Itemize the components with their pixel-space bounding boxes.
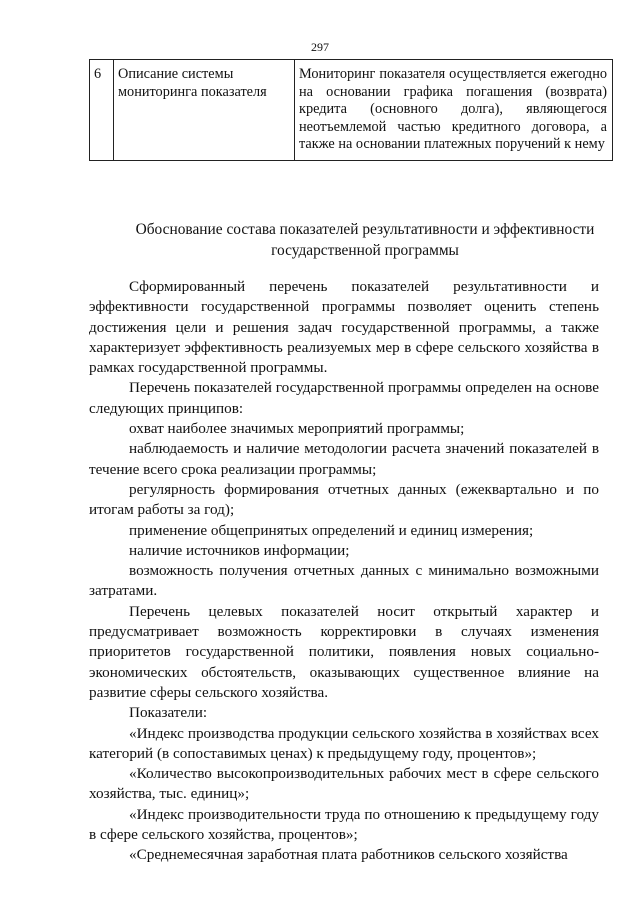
paragraph: регулярность формирования отчетных данных (ежеквартально и по итогам работы за год);	[89, 480, 599, 519]
paragraph: наличие источников информации;	[129, 541, 350, 559]
section-title: Обоснование состава показателей результативности и эффективности государственной программы	[135, 221, 595, 259]
row-description: Мониторинг показателя осуществляется ежегодно на основании графика погашения (возврата) кредита (основного долга), являющегося неотъемлемой частью кредитного договора, а также на основании платежных поручений к нему	[295, 60, 613, 161]
paragraph: Показатели:	[129, 704, 208, 722]
paragraph: Перечень целевых показателей носит открытый характер и предусматривает возможность корректировки в случаях изменения приоритетов государственной политики, появления новых социально-экономических обстоятельств, оказывающих существенное влияние на развитие сферы сельского хозяйства.	[89, 602, 599, 701]
body-text	[89, 277, 599, 866]
paragraph: «Количество высокопроизводительных рабочих мест в сфере сельского хозяйства, тыс. единиц»;	[89, 765, 599, 803]
paragraph: Перечень показателей государственной программы определен на основе следующих принципов:	[89, 379, 599, 417]
paragraph: наблюдаемость и наличие методологии расчета значений показателей в течение всего срока реализации программы;	[89, 440, 599, 478]
paragraph: «Среднемесячная заработная плата работников сельского хозяйства	[129, 846, 568, 864]
paragraph: «Индекс производительности труда по отношению к предыдущему году в сфере сельского хозяйства, процентов»;	[89, 805, 599, 844]
indicator-table	[89, 59, 613, 161]
paragraph: применение общепринятых определений и единиц измерения;	[129, 521, 534, 539]
row-number: 6	[90, 60, 114, 161]
page-number: 297	[311, 40, 329, 54]
paragraph: возможность получения отчетных данных с минимально возможными затратами.	[89, 562, 599, 600]
paragraph: Сформированный перечень показателей результативности и эффективности государственной программы позволяет оценить степень достижения цели и решения задач государственной программы, а также характеризует эффективность реализуемых мер в сфере сельского хозяйства в рамках государственной программы.	[89, 278, 599, 377]
paragraph: охват наиболее значимых мероприятий программы;	[129, 420, 465, 438]
paragraph: «Индекс производства продукции сельского хозяйства в хозяйствах всех категорий (в сопоставимых ценах) к предыдущему году, процентов»;	[89, 724, 599, 762]
row-name: Описание системы мониторинга показателя	[114, 60, 295, 161]
table-row	[90, 60, 613, 161]
